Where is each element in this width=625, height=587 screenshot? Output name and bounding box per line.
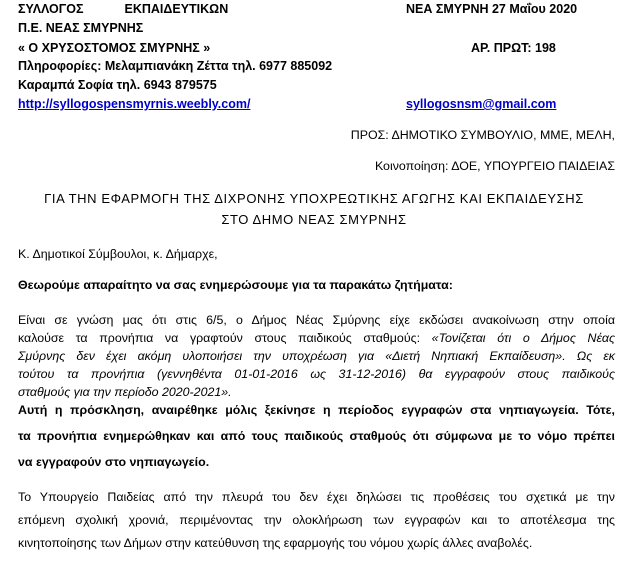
document-title-line1: ΓΙΑ ΤΗΝ ΕΦΑΡΜΟΓΗ ΤΗΣ ΔΙΧΡΟΝΗΣ ΥΠΟΧΡΕΩΤΙΚΗΣ ΑΓΩΓΗΣ ΚΑΙ ΕΚΠΑΙΔΕΥΣΗΣ [44, 191, 584, 206]
intro-sentence: Θεωρούμε απαραίτητο να σας ενημερώσουμε για τα παρακάτω ζητήματα: [18, 278, 453, 292]
para1-line2-plain: καλούσε τα προνήπια να γραφτούν στους παιδικούς σταθμούς: [18, 331, 432, 345]
para1-line4: τούτου τα προνήπια (γεννηθέντα 01-01-2016 ως 31-12-2016) θα εγγραφούν στους παιδικούς [18, 367, 615, 381]
para2-line3: να εγγραφούν στο νηπιαγωγείο. [18, 455, 210, 469]
org-name-line3: « Ο ΧΡΥΣΟΣΤΟΜΟΣ ΣΜΥΡΝΗΣ » [18, 41, 211, 55]
email-link[interactable]: syllogosnsm@gmail.com [406, 97, 557, 111]
para2-line2: τα προνήπια ενημερώθηκαν και από τους παιδικούς σταθμούς ότι σύμφωνα με το νόμο πρέπει [18, 429, 615, 443]
para2-line1: Αυτή η πρόσκληση, αναιρέθηκε μόλις ξεκίνησε η περίοδος εγγραφών στα νηπιαγωγεία. Τότε, [18, 403, 615, 417]
para1-line5: σταθμούς για την περίοδο 2020-2021». [18, 385, 232, 399]
contact-info-1: Πληροφορίες: Μελαμπιανάκη Ζέττα τηλ. 6977 885092 [18, 59, 333, 73]
document-title-line2: ΣΤΟ ΔΗΜΟ ΝΕΑΣ ΣΜΥΡΝΗΣ [221, 212, 407, 227]
para1-line3: Σμύρνης δεν έχει ακόμη υλοποιήσει την υποχρέωση για «Διετή Νηπιακή Εκπαίδευση». Ως εκ [18, 349, 615, 363]
org-name-line2: Π.Ε. ΝΕΑΣ ΣΜΥΡΝΗΣ [18, 21, 144, 35]
para3-line2: επόμενη σχολική χρονιά, περιμένοντας την ολοκλήρωση των εγγραφών και το αποτέλεσμα της [18, 513, 615, 527]
para3-line1: Το Υπουργείο Παιδείας από την πλευρά του δεν έχει δηλώσει τις προθέσεις του σχετικά με την [18, 490, 615, 504]
org-name-line1 [18, 2, 228, 16]
para1-line1: Είναι σε γνώση μας ότι στις 6/5, ο Δήμος Νέας Σμύρνης είχε εκδώσει ανακοίνωση στην οποία [18, 313, 615, 327]
recipients-cc: Κοινοποίηση: ΔΟΕ, ΥΠΟΥΡΓΕΙΟ ΠΑΙΔΕΙΑΣ [374, 159, 615, 173]
para1-line2-quote: «Τονίζεται ότι ο Δήμος Νέας [431, 331, 615, 345]
para3-line3: κινητοποίησης των Δήμων στην κατεύθυνση της εφαρμογής του νόμου χωρίς άλλες αναβολές. [18, 536, 533, 550]
protocol-number: ΑΡ. ΠΡΩΤ: 198 [471, 41, 556, 55]
para1-line2 [18, 331, 615, 345]
website-link[interactable]: http://syllogospensmyrnis.weebly.com/ [18, 97, 251, 111]
org-name-word1: ΣΥΛΛΟΓΟΣ [18, 2, 84, 16]
org-name-word2: ΕΚΠΑΙΔΕΥΤΙΚΩΝ [124, 2, 229, 16]
contact-info-2: Καραμπά Σοφία τηλ. 6943 879575 [18, 78, 217, 92]
recipients-to: ΠΡΟΣ: ΔΗΜΟΤΙΚΟ ΣΥΜΒΟΥΛΙΟ, ΜΜΕ, ΜΕΛΗ, [350, 128, 615, 142]
place-date: ΝΕΑ ΣΜΥΡΝΗ 27 Μαΐου 2020 [406, 2, 578, 16]
greeting: Κ. Δημοτικοί Σύμβουλοι, κ. Δήμαρχε, [18, 247, 218, 261]
